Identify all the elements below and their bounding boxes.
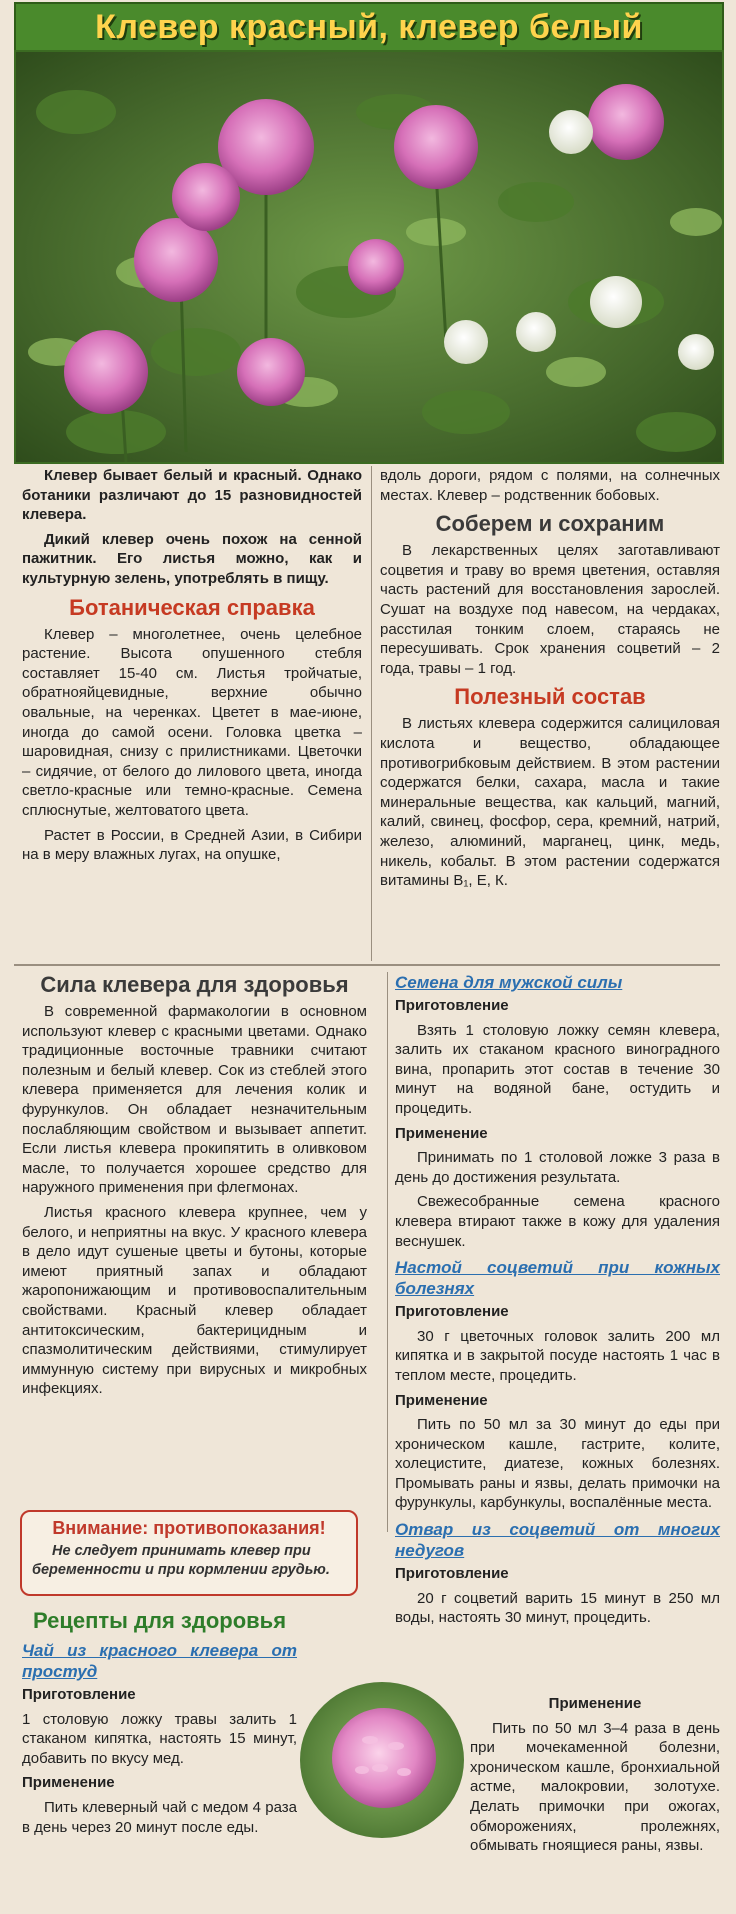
infusion-use-label: Применение (395, 1391, 488, 1409)
intro-paragraph-2: Дикий клевер очень похож на сенной пажитник. Его листья можно, как и культурную зелень, употреблять в пищу. (22, 530, 362, 587)
botany-paragraph-1: Клевер – многолетнее, очень целебное растение. Высота опушенного стебля составляет 15-40 см. Листья тройчатые, обратнояйцевидные, верхние обычно овальные, на черенках. Цветет в мае-июне, иногда до самой осени. Головка цветка – шаровидная, снизу с прилистниками. Цветочки – сидячие, от белого до лилового цвета, иногда светло-красные или темно-красные. Семена сплюснутые, желтоватого цвета. (22, 625, 362, 819)
decoction-use: Пить по 50 мл 3–4 раза в день при мочекаменной болезни, хроническом кашле, бронхиальной астме, малокровии, золотухе. Делать примочки при ожогах, обморожениях, пролежнях, обмывать гноящиеся раны, язвы. (470, 1719, 720, 1855)
tea-use-label: Применение (22, 1774, 115, 1792)
seeds-prep: Взять 1 столовую ложку семян клевера, залить их стаканом красного виноградного вина, пропарить этот состав в течение 30 минут на водяной бане, остудить и процедить. (395, 1021, 720, 1117)
seeds-use: Принимать по 1 столовой ложке 3 раза в день до достижения результата. (395, 1149, 720, 1186)
warning-text: Не следует принимать клевер при беременности и при кормлении грудью. (32, 1543, 330, 1578)
warning-box (20, 1510, 358, 1596)
seeds-prep-label: Приготовление (395, 997, 509, 1014)
seeds-use-label: Применение (395, 1124, 488, 1142)
collect-text: В лекарственных целях заготавливают соцветия и траву во время цветения, оставляя часть растений для восстановления зарослей. Сушат на воздухе под навесом, на чердаках, расстилая тонким слоем, стараясь не пересушивать. Срок хранения соцветий – 2 года, травы – 1 год. (380, 542, 720, 677)
decoction-use-block (470, 1694, 720, 1861)
tea-prep: 1 столовую ложку травы залить 1 стаканом кипятка, настоять 15 минут, добавить по вкусу мед. (22, 1710, 297, 1767)
infusion-use: Пить по 50 мл за 30 минут до еды при хроническом кашле, гастрите, колите, холецистите, диатезе, кожных болезнях. Промывать раны и язвы, делать примочки на фурункулы, карбункулы, воспалённые места. (395, 1416, 720, 1512)
infusion-prep: 30 г цветочных головок залить 200 мл кипятка и в закрытой посуде настоять 1 час в теплом месте, процедить. (395, 1327, 720, 1384)
infusion-title: Настой соцветий при кожных болезнях (395, 1258, 720, 1299)
title-banner (14, 2, 724, 52)
right-column-top (380, 466, 720, 896)
health-heading: Сила клевера для здоровья (40, 972, 349, 997)
decoction-prep-label: Приготовление (395, 1565, 509, 1583)
seeds-extra: Свежесобранные семена красного клевера втирают также в кожу для удаления веснушек. (395, 1193, 720, 1250)
botany-heading: Ботаническая справка (69, 594, 315, 620)
clover-flower-illustration (300, 1680, 465, 1840)
page-title: Клевер красный, клевер белый (95, 7, 643, 46)
column-divider (371, 466, 372, 961)
infusion-prep-label: Приготовление (395, 1303, 509, 1321)
seeds-title: Семена для мужской силы (395, 973, 623, 992)
section-divider (14, 964, 720, 966)
composition-text: В листьях клевера содержится салициловая кислота и вещество, обладающее противогрибковым действием. В этом растении содержатся белки, сахара, масла и такие минеральные вещества, как кальций, магний, калий, свинец, фосфор, сера, кремний, натрий, железо, алюминий, марганец, цинк, медь, никель, кобальт. В этом растении содержатся витамины В₁, Е, К. (380, 715, 720, 890)
left-column-top (22, 466, 362, 870)
clover-meadow-photo (14, 50, 724, 464)
clover-flower-photo (300, 1680, 465, 1840)
health-paragraph-2: Листья красного клевера крупнее, чем у белого, и неприятны на вкус. У красного клевера в дело идут сушеные цветы и бутоны, которые имеют приятный запах и обладают жаропонижающим и противовоспалительным свойствами. Красный клевер обладает антитоксическим, бактерицидным и спазмолитическим действиями, стимулирует иммунную систему при вирусных и микробных инфекциях. (22, 1203, 367, 1398)
recipes-left (22, 1604, 297, 1842)
decoction-use-label: Применение (548, 1695, 642, 1712)
health-paragraph-1: В современной фармакологии в основном используют клевер с красными цветами. Однако традиционные восточные травники считают полезным и белый клевер. Сок из стеблей этого клевера применяется для лечения колик и фурункулов. Он обладает незначительным послабляющим свойством и вызывает аппетит. Если листья клевера прокипятить в оливковом масле, то получается хорошее средство для наружного применения при флегмонах. (22, 1003, 367, 1197)
tea-use: Пить клеверный чай с медом 4 раза в день через 20 минут после еды. (22, 1798, 297, 1836)
botany-paragraph-2: Растет в России, в Средней Азии, в Сибири на в меру влажных лугах, на опушке, (22, 826, 362, 864)
composition-heading: Полезный состав (454, 684, 646, 710)
decoction-title: Отвар из соцветий от многих недугов (395, 1520, 720, 1561)
decoction-prep: 20 г соцветий варить 15 минут в 250 мл воды, настоять 30 минут, процедить. (395, 1589, 720, 1627)
recipes-right (395, 972, 720, 1633)
tea-prep-label: Приготовление (22, 1686, 136, 1703)
meadow-illustration (16, 52, 722, 462)
intro-paragraph-1: Клевер бывает белый и красный. Однако ботаники различают до 15 разновидностей клевера. (22, 467, 362, 524)
botany-continuation: вдоль дороги, рядом с полями, на солнечных местах. Клевер – родственник бобовых. (380, 467, 720, 504)
column-divider-lower (387, 972, 388, 1532)
recipes-heading: Рецепты для здоровья (32, 1608, 287, 1633)
warning-title: Внимание: противопоказания! (52, 1518, 326, 1538)
collect-heading: Соберем и сохраним (435, 511, 665, 537)
left-column-bottom (22, 972, 367, 1404)
tea-title: Чай из красного клевера от простуд (22, 1641, 297, 1681)
